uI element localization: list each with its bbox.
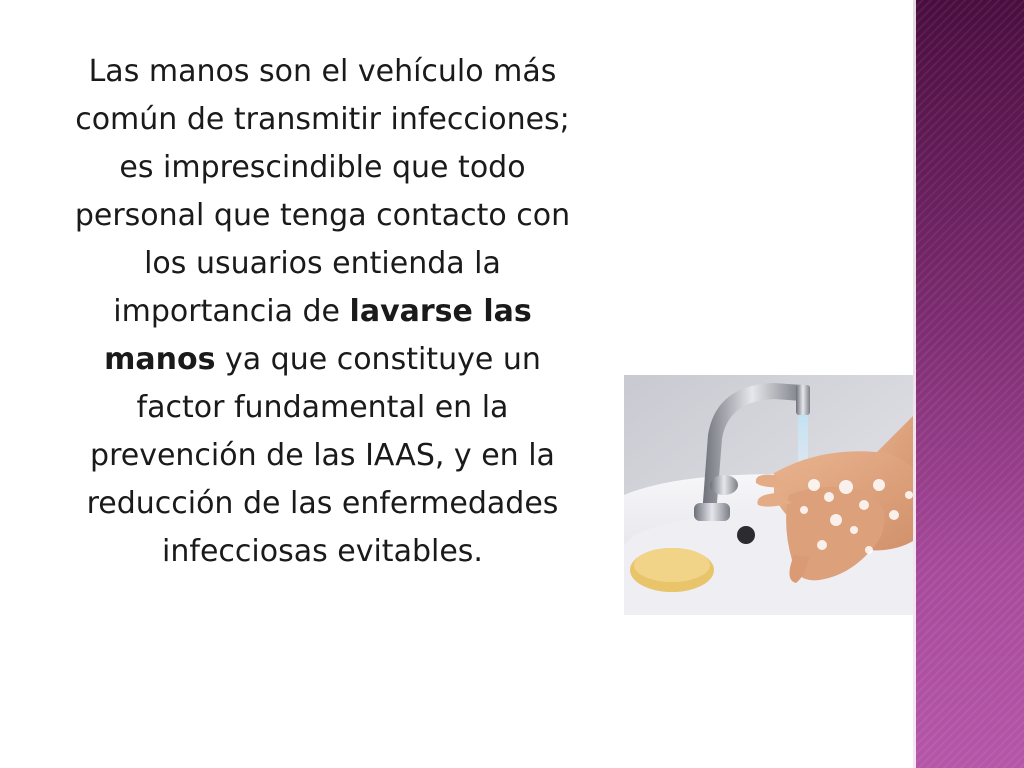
- paragraph-2-part-2: ya que constituye un factor fundamental en la prevención de las IAAS, y en la reducción de las enfermedades infecciosas evitables.: [86, 342, 559, 569]
- decorative-side-band: [913, 0, 1024, 768]
- emphasis-handwashing: lavarse las manos: [104, 294, 532, 377]
- paragraph-2-part-1: es imprescindible que todo personal que tenga contacto con los usuarios entienda la importancia de: [74, 150, 571, 329]
- slide-body-text: [60, 48, 585, 576]
- drain-plug: [737, 526, 755, 544]
- faucet-nozzle: [796, 385, 810, 415]
- side-band-texture: [913, 0, 1024, 768]
- faucet-base: [694, 503, 730, 521]
- soap-bar-top: [634, 548, 710, 582]
- faucet-handle: [710, 475, 738, 495]
- side-band-edge: [913, 0, 916, 768]
- handwashing-photo: [624, 375, 944, 615]
- paragraph-2: [60, 144, 585, 576]
- paragraph-1: Las manos son el vehículo más común de transmitir infecciones;: [75, 54, 570, 137]
